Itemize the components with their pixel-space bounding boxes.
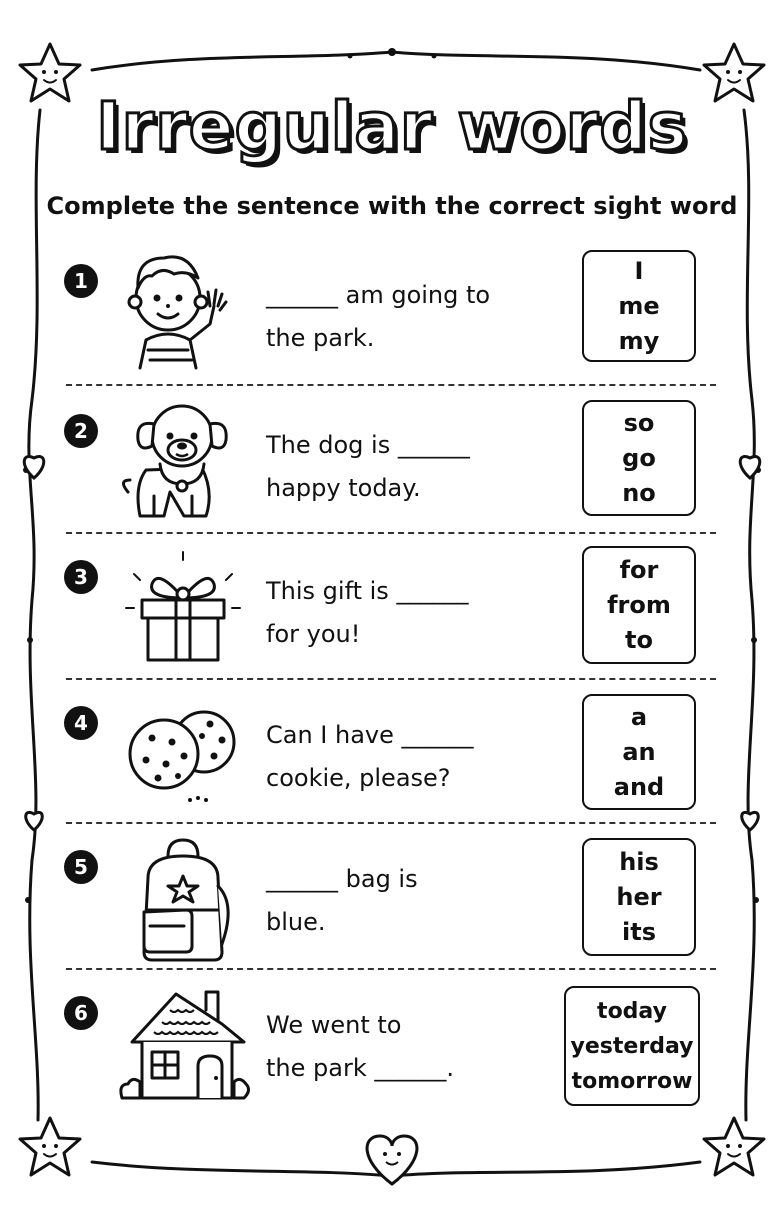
answer-blank[interactable]: ______ bbox=[397, 431, 470, 459]
house-icon bbox=[118, 980, 248, 1110]
sentence-text: The dog is bbox=[266, 431, 398, 459]
sentence-text: am going to bbox=[338, 281, 491, 309]
word-choices-box bbox=[564, 986, 700, 1106]
sentence-text: cookie, please? bbox=[266, 764, 451, 792]
cookies-icon bbox=[118, 690, 248, 820]
gift-box-icon bbox=[118, 544, 248, 674]
sentence-text: . bbox=[446, 1054, 454, 1082]
number-badge: 1 bbox=[64, 264, 98, 298]
row-divider bbox=[66, 384, 716, 386]
sentence-text: This gift is bbox=[266, 577, 397, 605]
number-badge: 4 bbox=[64, 706, 98, 740]
sentence bbox=[266, 274, 566, 360]
sentence-text: We went to bbox=[266, 1011, 402, 1039]
choice-word[interactable]: to bbox=[625, 625, 653, 654]
choice-word[interactable]: her bbox=[616, 882, 662, 911]
sentence bbox=[266, 570, 566, 656]
answer-blank[interactable]: ______ bbox=[266, 865, 338, 893]
puppy-icon bbox=[118, 396, 248, 526]
answer-blank[interactable]: ______ bbox=[396, 577, 469, 605]
page-title: Irregular words bbox=[96, 88, 688, 165]
answer-blank[interactable]: ______ bbox=[266, 281, 338, 309]
choice-word[interactable]: today bbox=[597, 998, 667, 1024]
boy-waving-icon bbox=[118, 240, 248, 370]
answer-blank[interactable]: ______ bbox=[374, 1054, 447, 1082]
choice-word[interactable]: yesterday bbox=[570, 1033, 694, 1059]
choice-word[interactable]: from bbox=[607, 590, 671, 619]
backpack-icon bbox=[118, 834, 248, 964]
word-choices-box bbox=[582, 250, 696, 362]
choice-word[interactable]: its bbox=[622, 917, 656, 946]
instructions: Complete the sentence with the correct sight word bbox=[46, 192, 738, 220]
exercise-row-1 bbox=[64, 240, 714, 385]
exercise-row-2 bbox=[64, 392, 714, 537]
sentence-text: bag is bbox=[338, 865, 418, 893]
sentence-text: the park bbox=[266, 1054, 375, 1082]
choice-word[interactable]: tomorrow bbox=[571, 1068, 693, 1094]
word-choices-box bbox=[582, 838, 696, 956]
choice-word[interactable]: I bbox=[634, 256, 644, 285]
answer-blank[interactable]: ______ bbox=[401, 721, 474, 749]
choice-word[interactable]: me bbox=[618, 291, 660, 320]
row-divider bbox=[66, 822, 716, 824]
exercise-row-4 bbox=[64, 686, 714, 831]
sentence bbox=[266, 424, 566, 510]
sentence-text: blue. bbox=[266, 908, 326, 936]
number-badge: 2 bbox=[64, 414, 98, 448]
row-divider bbox=[66, 678, 716, 680]
exercise-row-3 bbox=[64, 540, 714, 685]
choice-word[interactable]: go bbox=[622, 443, 656, 472]
exercise-row-6 bbox=[64, 976, 714, 1121]
choice-word[interactable]: a bbox=[630, 702, 648, 731]
choice-word[interactable]: his bbox=[619, 847, 659, 876]
word-choices-box bbox=[582, 546, 696, 664]
choice-word[interactable]: my bbox=[618, 326, 660, 355]
choice-word[interactable]: no bbox=[622, 478, 656, 507]
sentence-text: Can I have bbox=[266, 721, 402, 749]
sentence-text: for you! bbox=[266, 620, 361, 648]
choice-word[interactable]: for bbox=[619, 555, 659, 584]
choice-word[interactable]: and bbox=[613, 772, 665, 801]
word-choices-box bbox=[582, 400, 696, 516]
number-badge: 5 bbox=[64, 850, 98, 884]
number-badge: 3 bbox=[64, 560, 98, 594]
sentence-text: happy today. bbox=[266, 474, 421, 502]
word-choices-box bbox=[582, 694, 696, 810]
exercise-row-5 bbox=[64, 830, 714, 975]
choice-word[interactable]: so bbox=[623, 408, 655, 437]
number-badge: 6 bbox=[64, 996, 98, 1030]
row-divider bbox=[66, 968, 716, 970]
sentence bbox=[266, 858, 566, 944]
row-divider bbox=[66, 532, 716, 534]
sentence bbox=[266, 1004, 566, 1090]
sentence-text: the park. bbox=[266, 324, 375, 352]
choice-word[interactable]: an bbox=[622, 737, 656, 766]
sentence bbox=[266, 714, 566, 800]
